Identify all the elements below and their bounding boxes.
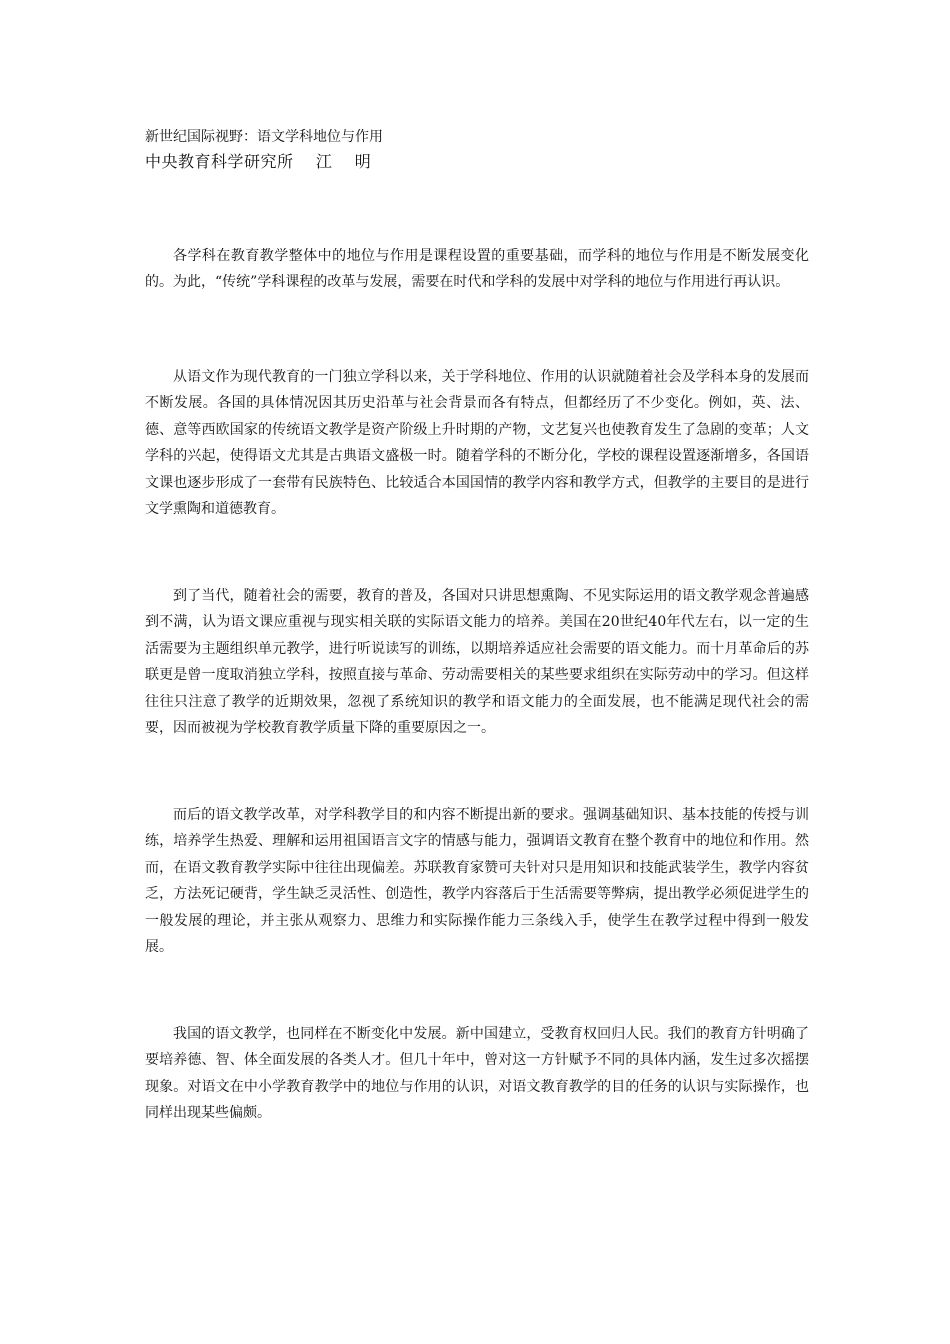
paragraph: 到了当代，随着社会的需要，教育的普及，各国对只讲思想熏陶、不见实际运用的语文教学观念普遍感到不满，认为语文课应重视与现实相关联的实际语文能力的培养。美国在20世纪40年代左右，以一定的生活需要为主题组织单元教学，进行听说读写的训练，以期培养适应社会需要的语文能力。而十月革命后的苏联更是曾一度取消独立学科，按照直接与革命、劳动需要相关的某些要求组织在实际劳动中的学习。但这样往往只注意了教学的近期效果，忽视了系统知识的教学和语文能力的全面发展，也不能满足现代社会的需要，因而被视为学校教育教学质量下降的重要原因之一。 (145, 588, 809, 737)
paragraph: 从语文作为现代教育的一门独立学科以来，关于学科地位、作用的认识就随着社会及学科本身的发展而不断发展。各国的具体情况因其历史沿革与社会背景而各有特点，但都经历了不少变化。例如，英、法、德、意等西欧国家的传统语文教学是资产阶级上升时期的产物，文艺复兴也使教育发生了急剧的变革；人文学科的兴起，使得语文尤其是古典语文盛极一时。随着学科的不断分化，学校的课程设置逐渐增多，各国语文课也逐步形成了一套带有民族特色、比较适合本国国情的教学内容和教学方式，但教学的主要目的是进行文学熏陶和道德教育。 (145, 369, 809, 518)
document-title: 新世纪国际视野：语文学科地位与作用 (145, 129, 383, 145)
author-line: 中央教育科学研究所 江 明 (145, 152, 372, 171)
paragraph: 我国的语文教学，也同样在不断变化中发展。新中国建立，受教育权回归人民。我们的教育方针明确了要培养德、智、体全面发展的各类人才。但几十年中，曾对这一方针赋予不同的具体内涵，发生过多次摇摆现象。对语文在中小学教育教学中的地位与作用的认识，对语文教育教学的目的任务的认识与实际操作，也同样出现某些偏颇。 (145, 1026, 809, 1122)
paragraph: 各学科在教育教学整体中的地位与作用是课程设置的重要基础，而学科的地位与作用是不断发展变化的。为此，“传统”学科课程的改革与发展，需要在时代和学科的发展中对学科的地位与作用进行再认识。 (145, 248, 809, 291)
paragraph: 而后的语文教学改革，对学科教学目的和内容不断提出新的要求。强调基础知识、基本技能的传授与训练，培养学生热爱、理解和运用祖国语言文字的情感与能力，强调语文教育在整个教育中的地位和作用。然而，在语文教育教学实际中往往出现偏差。苏联教育家赞可夫针对只是用知识和技能武装学生，教学内容贫乏，方法死记硬背，学生缺乏灵活性、创造性，教学内容落后于生活需要等弊病，提出教学必须促进学生的一般发展的理论，并主张从观察力、思维力和实际操作能力三条线入手，使学生在教学过程中得到一般发展。 (145, 807, 809, 956)
